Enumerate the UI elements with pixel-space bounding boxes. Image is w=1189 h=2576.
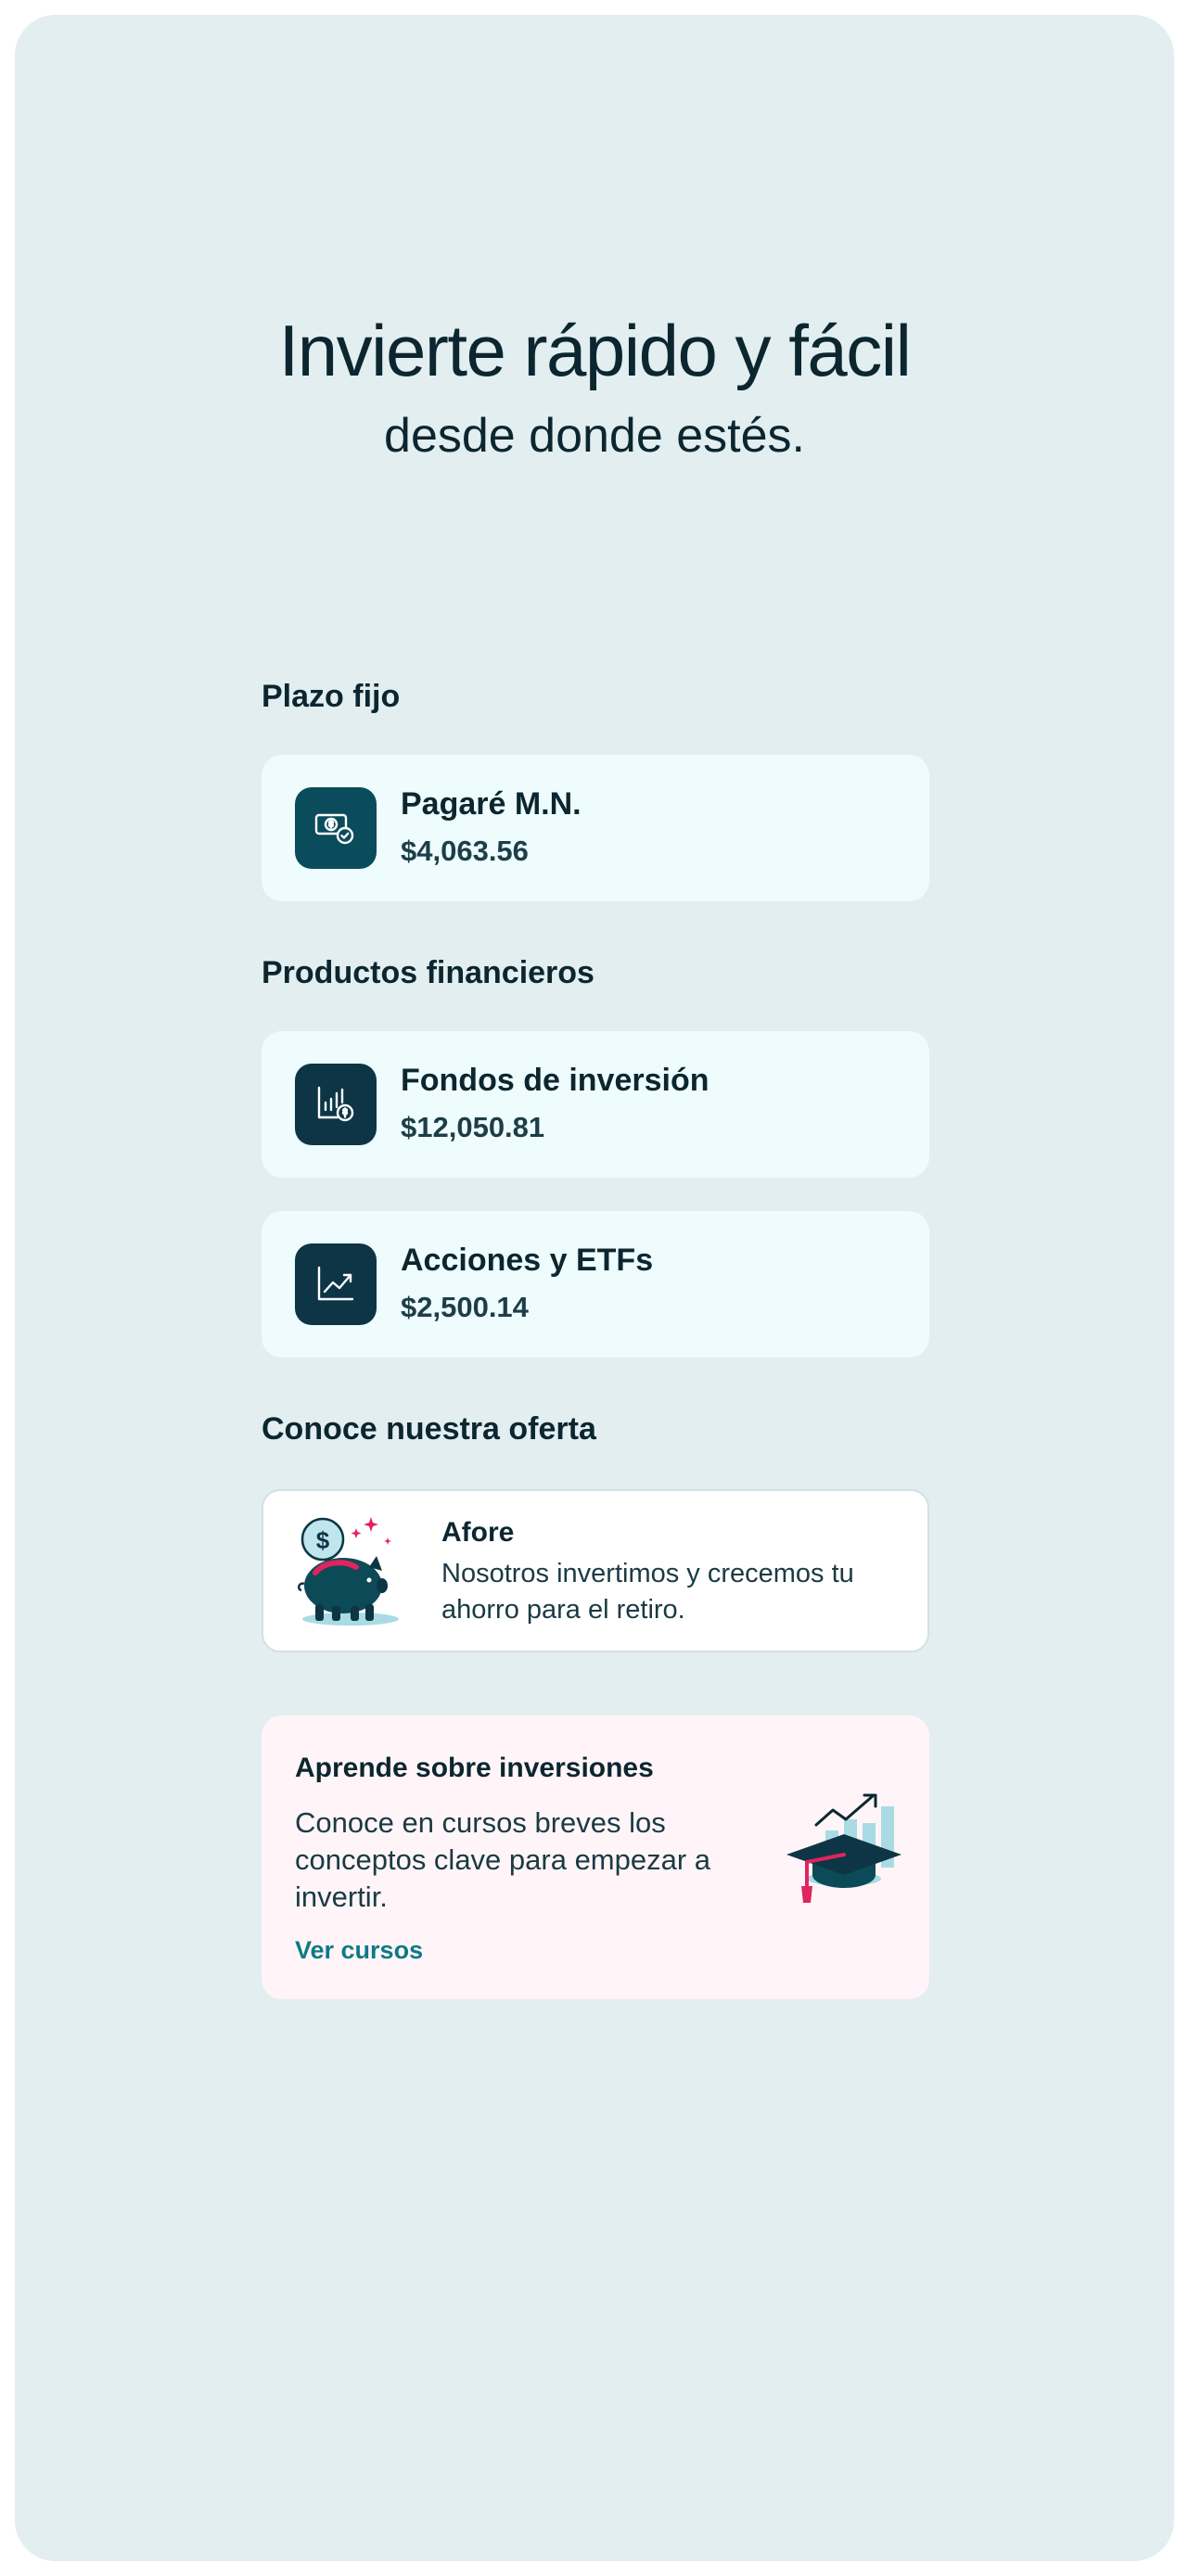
trend-chart-icon: [295, 1243, 377, 1325]
learn-title: Aprende sobre inversiones: [295, 1753, 654, 1783]
card-title: Acciones y ETFs: [401, 1243, 654, 1278]
money-check-icon: [295, 787, 377, 869]
app-screen: [15, 15, 1174, 2561]
section-heading-financial-products: Productos financieros: [262, 955, 594, 990]
fund-chart-icon: [295, 1064, 377, 1145]
piggy-bank-illustration: [291, 1511, 412, 1635]
learn-card: [262, 1715, 929, 1999]
offer-title: Afore: [441, 1517, 515, 1548]
hero-subtitle: desde donde estés.: [384, 409, 805, 463]
offer-card-afore[interactable]: [262, 1489, 929, 1652]
card-title: Pagaré M.N.: [401, 786, 582, 822]
section-heading-offer: Conoce nuestra oferta: [262, 1411, 596, 1447]
product-card-funds[interactable]: [262, 1031, 929, 1178]
product-card-stocks[interactable]: [262, 1211, 929, 1358]
graduation-cap-chart-illustration: [785, 1788, 905, 1913]
section-heading-fixed-term: Plazo fijo: [262, 679, 401, 714]
offer-description: Nosotros invertimos y crecemos tu ahorro para el retiro.: [441, 1559, 854, 1625]
hero-title: Invierte rápido y fácil: [278, 310, 911, 391]
view-courses-link[interactable]: Ver cursos: [295, 1936, 424, 1964]
card-amount: $12,050.81: [401, 1111, 545, 1143]
product-card-pagare[interactable]: [262, 755, 929, 901]
learn-description: Conoce en cursos breves los conceptos clave para empezar a invertir.: [295, 1806, 711, 1913]
card-title: Fondos de inversión: [401, 1063, 710, 1098]
card-amount: $4,063.56: [401, 835, 529, 867]
svg-text:$: $: [315, 1526, 330, 1554]
card-amount: $2,500.14: [401, 1291, 529, 1323]
